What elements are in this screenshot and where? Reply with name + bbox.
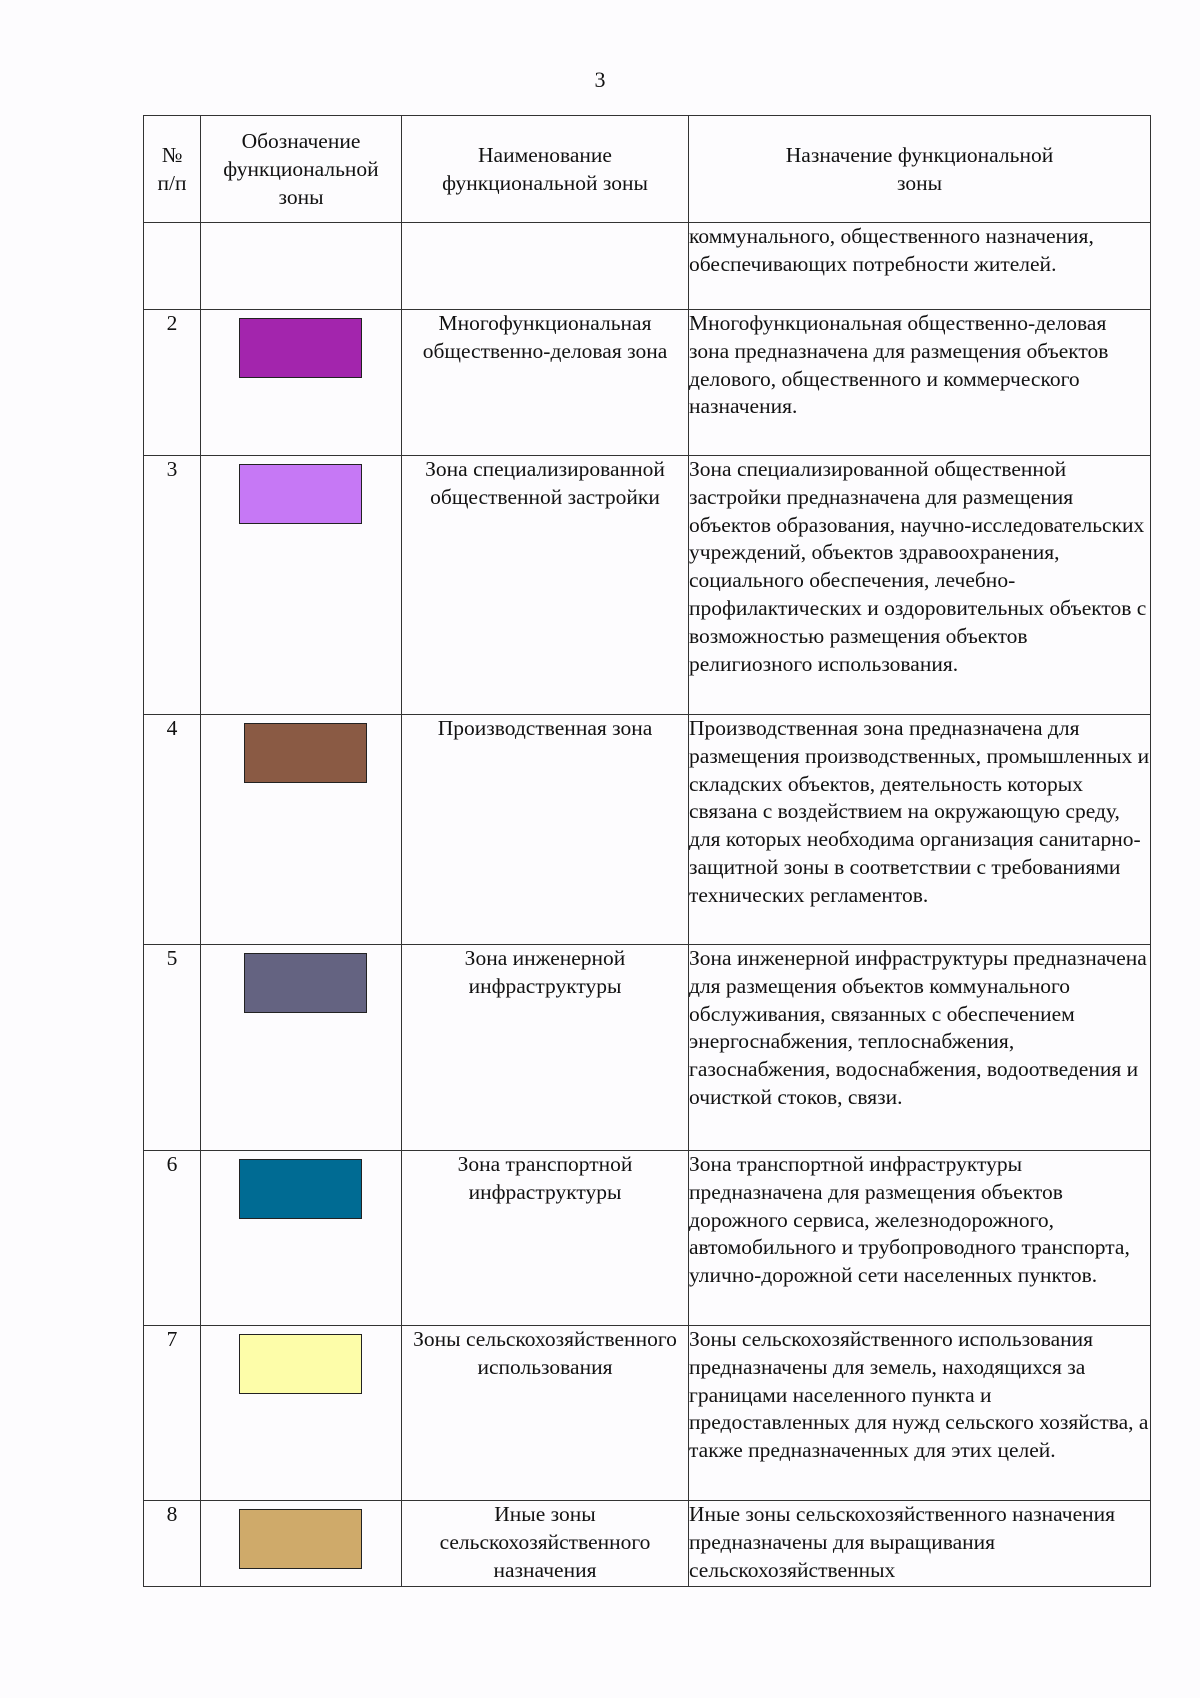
zone-name: Производственная зона — [402, 715, 689, 945]
zone-name: Зоны сельскохозяйственного использования — [402, 1326, 689, 1501]
header-name: Наименование функциональной зоны — [402, 116, 689, 223]
row-number: 2 — [144, 310, 201, 456]
zone-purpose: Многофункциональная общественно-деловая зона предназначена для размещения объектов делового, общественного и коммерческого назначения. — [689, 310, 1151, 456]
row-number: 3 — [144, 456, 201, 715]
zone-color-swatch — [239, 1334, 362, 1394]
zone-name: Многофункциональная общественно-деловая зона — [402, 310, 689, 456]
functional-zones-table — [143, 115, 1151, 1587]
page-number: 3 — [594, 67, 606, 92]
table-row — [144, 945, 1151, 1151]
zone-purpose: коммунального, общественного назначения, обеспечивающих потребности жителей. — [689, 223, 1151, 310]
zone-name: Иные зоны сельскохозяйственного назначения — [402, 1501, 689, 1587]
zone-swatch-cell — [201, 1326, 402, 1501]
zone-name — [402, 223, 689, 310]
zone-purpose: Зона инженерной инфраструктуры предназначена для размещения объектов коммунального обслуживания, связанных с обеспечением энергоснабжения, теплоснабжения, газоснабжения, водоснабжения, водоотведения и очисткой стоков, связи. — [689, 945, 1151, 1151]
zone-swatch-cell — [201, 310, 402, 456]
zone-swatch-cell — [201, 1501, 402, 1587]
zone-purpose: Зона специализированной общественной застройки предназначена для размещения объектов образования, научно-исследовательских учреждений, объектов здравоохранения, социального обеспечения, лечебно-профилактических и оздоровительных объектов с возможностью размещения объектов религиозного использования. — [689, 456, 1151, 715]
zone-color-swatch — [239, 1509, 362, 1569]
zone-color-swatch — [239, 318, 362, 378]
row-number — [144, 223, 201, 310]
zone-swatch-cell — [201, 456, 402, 715]
zone-name: Зона инженерной инфраструктуры — [402, 945, 689, 1151]
zone-swatch-cell — [201, 715, 402, 945]
zone-swatch-cell — [201, 1151, 402, 1326]
header-designation: Обозначение функциональной зоны — [201, 116, 402, 223]
zone-color-swatch — [239, 464, 362, 524]
row-number: 5 — [144, 945, 201, 1151]
table-row — [144, 1151, 1151, 1326]
zone-name: Зона специализированной общественной застройки — [402, 456, 689, 715]
row-number: 6 — [144, 1151, 201, 1326]
row-number: 4 — [144, 715, 201, 945]
zone-name: Зона транспортной инфраструктуры — [402, 1151, 689, 1326]
table-row — [144, 456, 1151, 715]
zone-color-swatch — [244, 953, 367, 1013]
zone-color-swatch — [244, 723, 367, 783]
zone-purpose: Производственная зона предназначена для размещения производственных, промышленных и складских объектов, деятельность которых связана с воздействием на окружающую среду, для которых необходима организация санитарно-защитной зоны в соответствии с требованиями технических регламентов. — [689, 715, 1151, 945]
table-row — [144, 715, 1151, 945]
header-purpose: Назначение функциональной зоны — [689, 116, 1151, 223]
table-row — [144, 223, 1151, 310]
zone-purpose: Иные зоны сельскохозяйственного назначения предназначены для выращивания сельскохозяйственных — [689, 1501, 1151, 1587]
table-row — [144, 310, 1151, 456]
row-number: 7 — [144, 1326, 201, 1501]
zone-swatch-cell — [201, 223, 402, 310]
header-num: № п/п — [144, 116, 201, 223]
zone-color-swatch — [239, 1159, 362, 1219]
table-row — [144, 1501, 1151, 1587]
table-row — [144, 1326, 1151, 1501]
row-number: 8 — [144, 1501, 201, 1587]
zone-purpose: Зоны сельскохозяйственного использования предназначены для земель, находящихся за границами населенного пункта и предоставленных для нужд сельского хозяйства, а также предназначенных для этих целей. — [689, 1326, 1151, 1501]
zone-swatch-cell — [201, 945, 402, 1151]
zone-purpose: Зона транспортной инфраструктуры предназначена для размещения объектов дорожного сервиса, железнодорожного, автомобильного и трубопроводного транспорта, улично-дорожной сети населенных пунктов. — [689, 1151, 1151, 1326]
table-header-row — [144, 116, 1151, 223]
